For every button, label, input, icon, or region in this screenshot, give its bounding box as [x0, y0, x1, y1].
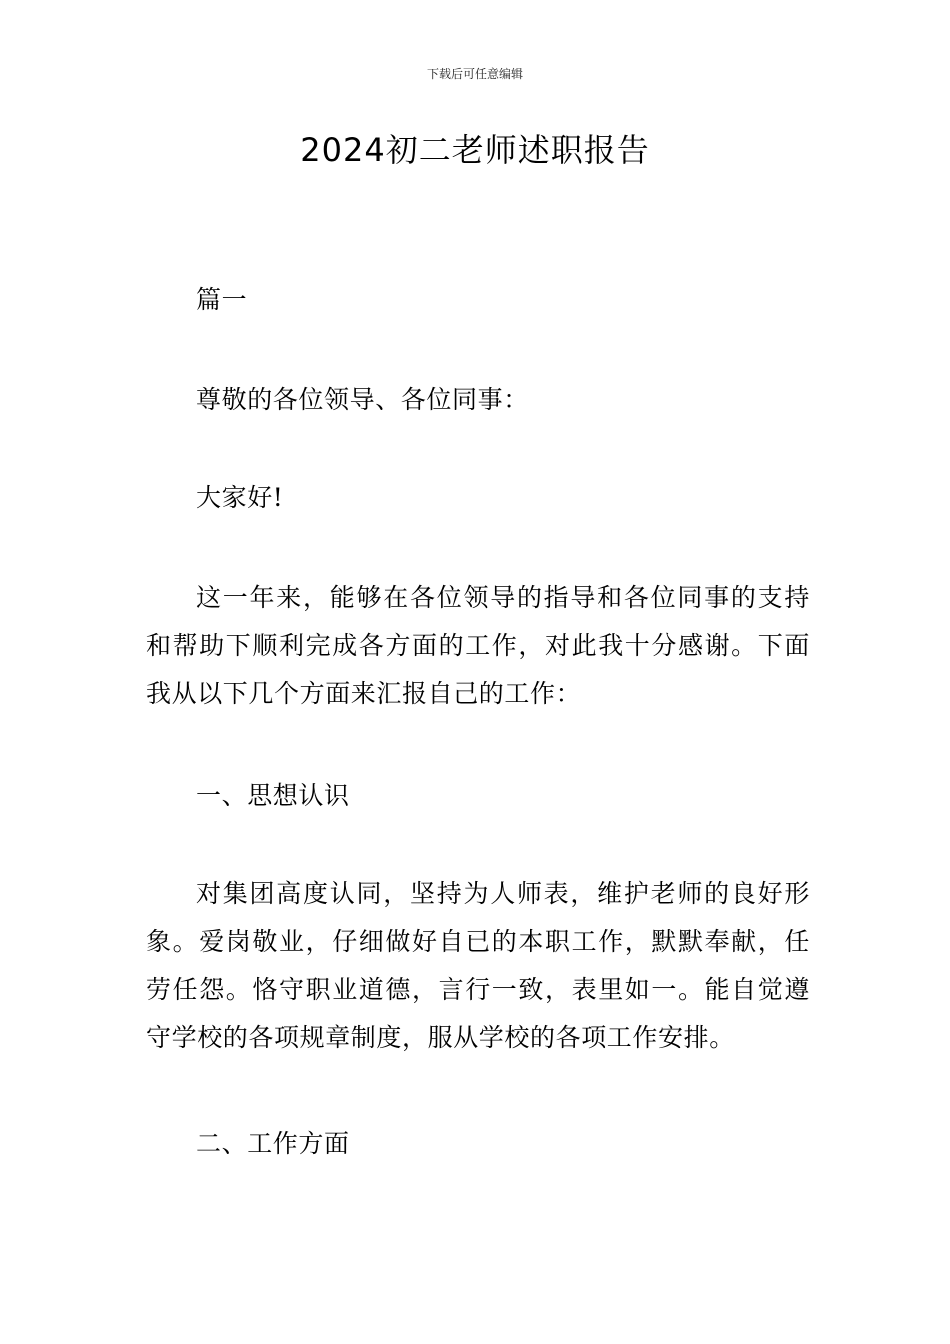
- intro-paragraph: 这一年来，能够在各位领导的指导和各位同事的支持和帮助下顺利完成各方面的工作，对此我十分感谢。下面我从以下几个方面来汇报自己的工作：: [146, 583, 810, 708]
- ideology-paragraph: 对集团高度认同，坚持为人师表，维护老师的良好形象。爱岗敬业，仔细做好自已的本职工作，默默奉献，任劳任怨。恪守职业道德，言行一致，表里如一。能自觉遵守学校的各项规章制度，服从学校的各项工作安排。: [146, 879, 810, 1052]
- document-title: 2024初二老师述职报告: [300, 131, 650, 169]
- heading-ideology: 一、思想认识: [196, 781, 350, 810]
- section-label: 篇一: [196, 285, 248, 314]
- hello-paragraph: 大家好!: [196, 483, 284, 512]
- heading-work: 二、工作方面: [196, 1129, 350, 1158]
- header-note: 下载后可任意编辑: [426, 67, 523, 81]
- greeting-paragraph: 尊敬的各位领导、各位同事：: [196, 385, 529, 414]
